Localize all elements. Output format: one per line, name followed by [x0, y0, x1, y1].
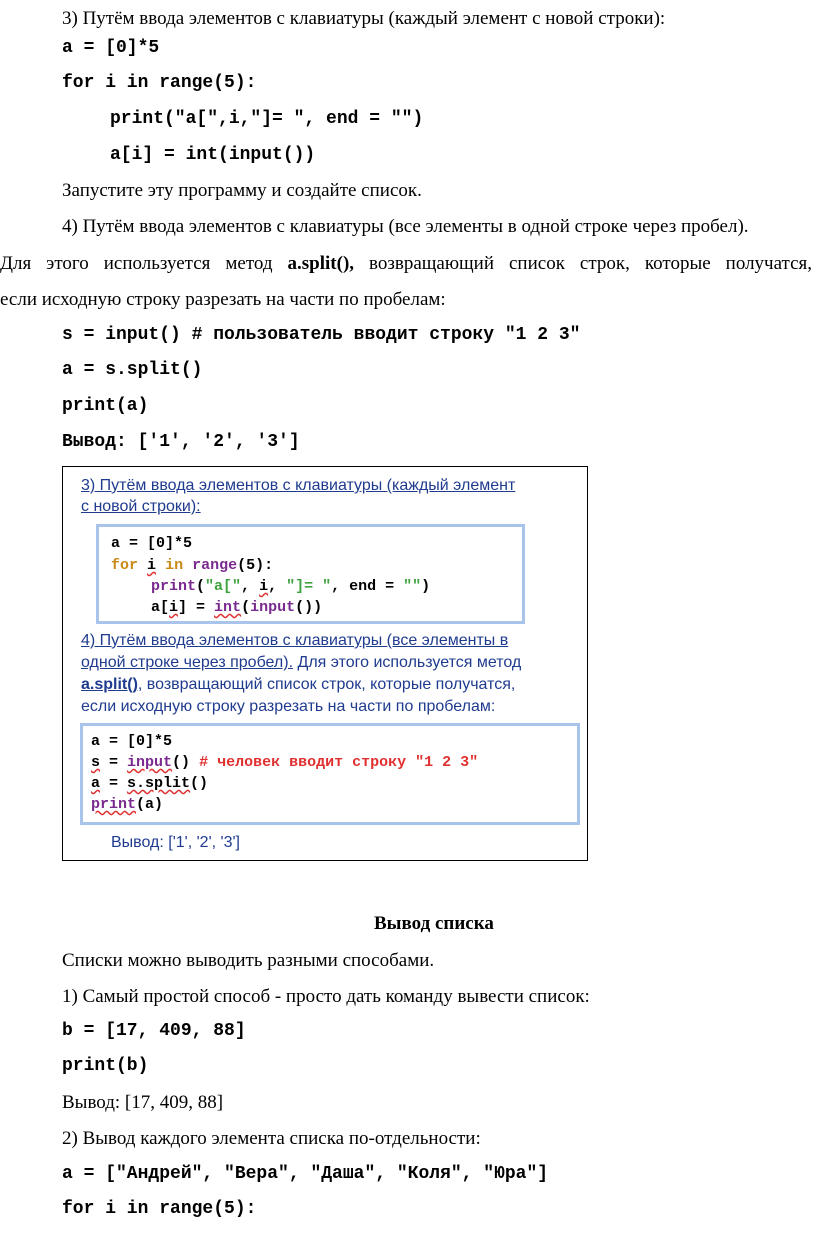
slide-heading-4: 4) Путём ввода элементов с клавиатуры (все элементы в: [81, 632, 509, 649]
code-line: a = s.split(): [62, 360, 203, 380]
paragraph: 1) Самый простой способ - просто дать команду вывести список:: [62, 986, 590, 1007]
code-line: s = input() # человек вводит строку "1 2 3": [91, 754, 479, 771]
slide-image: [62, 466, 588, 861]
slide-output: Вывод: ['1', '2', '3']: [111, 834, 240, 851]
paragraph: Списки можно выводить разными способами.: [62, 950, 435, 971]
code-line: b = [17, 409, 88]: [62, 1021, 246, 1041]
slide-heading-4-cont: если исходную строку разрезать на части по пробелам:: [81, 698, 496, 715]
code-line: print("a[", i, "]= ", end = ""): [151, 578, 431, 595]
code-line: a = [0]*5: [62, 38, 160, 58]
code-line: print("a[",i,"]= ", end = ""): [110, 109, 424, 129]
paragraph: 2) Вывод каждого элемента списка по-отдельности:: [62, 1128, 481, 1149]
section-title: Вывод списка: [374, 913, 494, 934]
section4-line1: 4) Путём ввода элементов с клавиатуры (все элементы в одной строке через пробел).: [62, 216, 749, 237]
method-name: a.split(),: [287, 253, 355, 274]
code-line: for i in range(5):: [62, 1199, 257, 1219]
section3-heading: 3) Путём ввода элементов с клавиатуры (каждый элемент с новой строки):: [62, 8, 666, 29]
section3-note: Запустите эту программу и создайте список.: [62, 180, 422, 201]
slide-code-box-1: [96, 524, 525, 624]
code-line: print(b): [62, 1056, 149, 1076]
code-line: a = [0]*5: [91, 733, 173, 750]
code-line: print(a): [91, 796, 164, 813]
section4-line3: если исходную строку разрезать на части по пробелам:: [0, 289, 446, 310]
slide-code-box-2: [80, 723, 580, 825]
code-line: a[i] = int(input()): [110, 145, 316, 165]
section4-line2: Для этого используется метод a.split(), возвращающий список строк, которые получатся,: [0, 253, 813, 274]
paragraph: Вывод: [17, 409, 88]: [62, 1092, 224, 1113]
slide-heading-4-cont: одной строке через пробел). Для этого используется метод: [81, 654, 522, 671]
code-line: a = ["Андрей", "Вера", "Даша", "Коля", "Юра"]: [62, 1164, 549, 1184]
code-line: Вывод: ['1', '2', '3']: [62, 432, 300, 452]
code-line: print(a): [62, 396, 149, 416]
slide-heading-3: 3) Путём ввода элементов с клавиатуры (каждый элемент: [81, 477, 516, 494]
code-line: for i in range(5):: [62, 73, 257, 93]
code-line: a[i] = int(input()): [151, 599, 323, 616]
slide-heading-3-cont: с новой строки):: [81, 498, 201, 515]
slide-heading-4-cont: a.split(), возвращающий список строк, которые получатся,: [81, 676, 516, 693]
code-line: s = input() # пользователь вводит строку "1 2 3": [62, 325, 581, 345]
code-line: a = [0]*5: [111, 535, 193, 552]
code-line: for i in range(5):: [111, 557, 274, 574]
code-line: a = s.split(): [91, 775, 209, 792]
